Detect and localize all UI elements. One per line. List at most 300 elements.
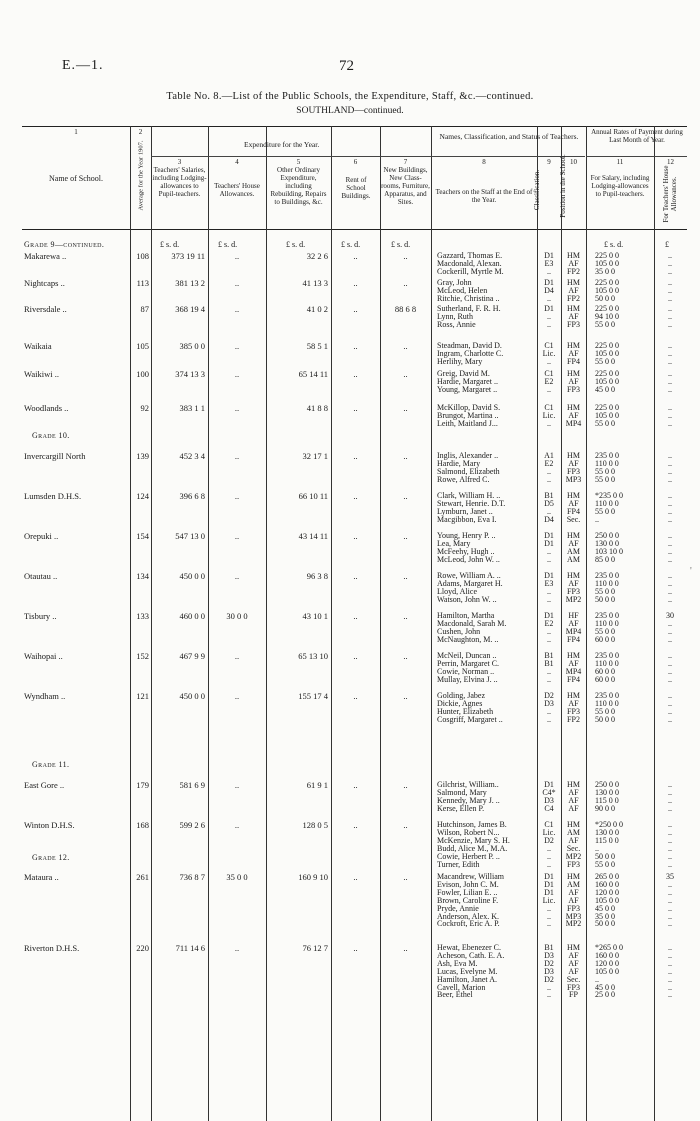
salaries-value: 368 19 4 <box>175 304 205 314</box>
average-attendance: 108 <box>136 251 149 261</box>
teacher-salary: 110 0 0 <box>595 618 619 628</box>
salaries-value: 467 9 9 <box>179 651 205 661</box>
col-number: 12 <box>667 158 674 166</box>
page-header-ref: E.—1. <box>62 58 104 73</box>
school-name: Mataura .. <box>24 872 59 882</box>
teacher-position: AF <box>568 887 579 897</box>
teacher-house-allowance: .. <box>668 698 672 708</box>
teacher-name: Young, Margaret .. <box>437 384 498 394</box>
teacher-house-allowance: .. <box>668 514 672 524</box>
col-number: 10 <box>570 158 577 166</box>
salaries-value: 547 13 0 <box>175 531 205 541</box>
teacher-classification: D1 <box>544 251 554 260</box>
table-title: Table No. 8.—List of the Public Schools, the Expenditure, Staff, &c.—continued. <box>166 91 534 102</box>
teacher-position: AF <box>568 348 579 358</box>
house-allowance-value: .. <box>234 820 240 830</box>
teacher-name: McFeehy, Hugh .. <box>437 546 495 556</box>
teacher-house-allowance: .. <box>668 943 672 952</box>
salaries-value: 450 0 0 <box>179 691 205 701</box>
teachers-group-header: Names, Classification, and Status of Teachers. <box>439 132 579 141</box>
teacher-name: Hutchinson, James B. <box>437 820 507 829</box>
teacher-position: FP3 <box>567 466 580 476</box>
teacher-position: FP3 <box>567 859 580 869</box>
other-expenditure-value: 155 17 4 <box>298 691 328 701</box>
teacher-house-allowance: .. <box>668 466 672 476</box>
teacher-position: Sec. <box>566 843 581 853</box>
col-number: 9 <box>547 158 551 166</box>
unit-label: £ s. d. <box>341 240 361 249</box>
new-buildings-value: .. <box>403 943 408 953</box>
teacher-salary: 160 0 0 <box>595 950 619 960</box>
col-header-school: Name of School. <box>49 174 103 183</box>
new-buildings-value: .. <box>403 341 408 351</box>
col-number: 1 <box>74 128 78 136</box>
teacher-house-allowance: .. <box>668 531 672 540</box>
school-name: East Gore .. <box>24 780 65 790</box>
col-rule <box>654 126 655 1121</box>
house-allowance-value: .. <box>234 451 240 461</box>
teacher-name: Lymburn, Janet .. <box>437 506 493 516</box>
teacher-name: Cowie, Herbert P. .. <box>437 851 500 861</box>
rates-group-header: Annual Rates of Payment during Last Month of Year. <box>591 128 683 144</box>
expenditure-group-header: Expenditure for the Year. <box>244 140 320 149</box>
teacher-house-allowance: .. <box>668 410 672 420</box>
rent-value: .. <box>353 341 358 351</box>
unit-label: £ s. d. <box>391 240 411 249</box>
teacher-salary: .. <box>595 514 599 524</box>
teacher-name: Leith, Maitland J... <box>437 418 498 428</box>
new-buildings-value: .. <box>403 491 408 501</box>
school-name: Woodlands .. <box>24 403 69 413</box>
school-name: Wyndham .. <box>24 691 66 701</box>
teacher-salary: 250 0 0 <box>595 531 619 540</box>
teacher-position: HM <box>567 304 580 313</box>
teacher-salary: 110 0 0 <box>595 658 619 668</box>
teacher-house-allowance: .. <box>668 895 672 905</box>
teacher-classification: .. <box>547 554 551 564</box>
teacher-name: Hamilton, Janet A. <box>437 974 497 984</box>
teacher-position: MP4 <box>565 666 582 676</box>
teacher-house-allowance: .. <box>668 851 672 861</box>
teacher-house-allowance: .. <box>668 859 672 869</box>
teacher-classification: D4 <box>544 285 554 295</box>
col-header-rent: Rent of School Buildings. <box>341 176 371 200</box>
col-header-staff: Teachers on the Staff at the End of the Year. <box>435 188 533 204</box>
teacher-name: Herlihy, Mary <box>437 356 483 366</box>
average-attendance: 220 <box>136 943 149 953</box>
col-number: 4 <box>235 158 239 166</box>
teacher-salary: 60 0 0 <box>595 674 615 684</box>
teacher-house-allowance: .. <box>668 706 672 716</box>
teacher-position: FP3 <box>567 384 580 394</box>
house-allowance-value: .. <box>234 691 240 701</box>
teacher-house-allowance: .. <box>668 403 672 412</box>
other-expenditure-value: 32 17 1 <box>302 451 328 461</box>
col-number: 7 <box>403 158 408 166</box>
teacher-classification: E2 <box>544 458 554 468</box>
teacher-classification: .. <box>547 843 551 853</box>
teacher-salary: 130 0 0 <box>595 538 619 548</box>
salaries-value: 452 3 4 <box>179 451 205 461</box>
teacher-salary: 55 0 0 <box>595 466 615 476</box>
teacher-classification: .. <box>547 311 551 321</box>
salaries-value: 374 13 3 <box>175 369 205 379</box>
teacher-house-allowance: .. <box>668 304 672 313</box>
teacher-classification: E3 <box>544 578 554 588</box>
teacher-salary: 50 0 0 <box>595 293 615 303</box>
teacher-classification: .. <box>547 594 551 604</box>
teacher-salary: 35 0 0 <box>595 911 615 921</box>
teacher-house-allowance: .. <box>668 319 672 329</box>
teacher-classification: .. <box>547 706 551 716</box>
teacher-classification: .. <box>547 634 551 644</box>
grade-heading: Grade 9—continued. <box>24 240 105 249</box>
teacher-classification: .. <box>547 319 551 329</box>
teacher-classification: D2 <box>544 691 554 700</box>
house-allowance-value: 30 0 0 <box>226 611 248 621</box>
teacher-name: Kennedy, Mary J. .. <box>437 795 500 805</box>
teacher-name: Inglis, Alexander .. <box>437 451 499 460</box>
col-number: 8 <box>482 158 486 166</box>
teacher-classification: Lic. <box>542 895 556 905</box>
teacher-classification: .. <box>547 474 551 484</box>
average-attendance: 139 <box>136 451 149 461</box>
new-buildings-value: .. <box>403 278 408 288</box>
teacher-position: FP4 <box>567 356 580 366</box>
teacher-house-allowance: 35 <box>666 872 674 881</box>
teacher-house-allowance: .. <box>668 787 672 797</box>
teacher-house-allowance: .. <box>668 658 672 668</box>
teacher-salary: 105 0 0 <box>595 258 619 268</box>
teacher-salary: 105 0 0 <box>595 410 619 420</box>
teacher-salary: 115 0 0 <box>595 795 619 805</box>
teacher-position: HM <box>567 531 580 540</box>
teacher-salary: 50 0 0 <box>595 919 615 929</box>
teacher-position: HM <box>567 369 580 378</box>
teacher-position: AM <box>567 554 580 564</box>
other-expenditure-value: 65 13 10 <box>298 651 328 661</box>
rent-value: .. <box>353 304 358 314</box>
col-header-salary: For Salary, including Lodging-allowances to Pupil-teachers. <box>590 174 650 198</box>
school-name: Invercargill North <box>24 451 86 461</box>
teacher-name: Perrin, Margaret C. <box>437 658 500 668</box>
average-attendance: 134 <box>136 571 149 581</box>
teacher-salary: 225 0 0 <box>595 369 619 378</box>
rent-value: .. <box>353 531 358 541</box>
teacher-position: AF <box>568 458 579 468</box>
house-allowance-value: .. <box>234 403 240 413</box>
teacher-salary: 50 0 0 <box>595 851 615 861</box>
teacher-house-allowance: .. <box>668 311 672 321</box>
teacher-salary: 225 0 0 <box>595 251 619 260</box>
teacher-house-allowance: .. <box>668 674 672 684</box>
average-attendance: 113 <box>136 278 149 288</box>
teacher-salary: 225 0 0 <box>595 341 619 350</box>
teacher-name: Brungot, Martina .. <box>437 410 499 420</box>
teacher-name: Kerse, Ellen P. <box>437 803 485 813</box>
teacher-salary: 235 0 0 <box>595 451 619 460</box>
teacher-house-allowance: .. <box>668 919 672 929</box>
school-name: Lumsden D.H.S. <box>24 491 82 501</box>
teacher-house-allowance: .. <box>668 285 672 295</box>
school-name: Otautau .. <box>24 571 58 581</box>
teacher-house-allowance: .. <box>668 780 672 789</box>
teacher-position: FP2 <box>567 293 580 303</box>
teacher-house-allowance: .. <box>668 903 672 913</box>
teacher-house-allowance: .. <box>668 634 672 644</box>
teacher-position: HM <box>567 451 580 460</box>
teacher-salary: 265 0 0 <box>595 872 619 881</box>
teacher-name: Lynn, Ruth <box>437 311 474 321</box>
other-expenditure-value: 65 14 11 <box>298 369 328 379</box>
house-allowance-value: .. <box>234 251 240 261</box>
teacher-house-allowance: .. <box>668 974 672 984</box>
teacher-name: Cosgriff, Margaret .. <box>437 714 503 724</box>
teacher-name: Acheson, Cath. E. A. <box>437 950 505 960</box>
teacher-classification: C4* <box>542 787 556 797</box>
col-header-classification: Classification. <box>533 169 541 211</box>
teacher-position: FP3 <box>567 706 580 716</box>
teacher-salary: 60 0 0 <box>595 666 615 676</box>
col-number: 5 <box>296 158 301 166</box>
teacher-classification: D1 <box>544 611 554 620</box>
teacher-position: MP2 <box>565 851 582 861</box>
teacher-salary: 120 0 0 <box>595 958 619 968</box>
rent-value: .. <box>353 611 358 621</box>
teacher-classification: .. <box>547 293 551 303</box>
teacher-house-allowance: .. <box>668 369 672 378</box>
teacher-name: Hewat, Ebenezer C. <box>437 943 501 952</box>
teacher-house-allowance: .. <box>668 651 672 660</box>
school-name: Nightcaps .. <box>24 278 65 288</box>
teacher-salary: 235 0 0 <box>595 611 619 620</box>
teacher-name: McKenzie, Mary S. H. <box>437 835 510 845</box>
teacher-name: Hamilton, Martha <box>437 611 495 620</box>
teacher-house-allowance: .. <box>668 887 672 897</box>
other-expenditure-value: 41 8 8 <box>306 403 328 413</box>
teacher-classification: .. <box>547 586 551 596</box>
teacher-classification: C4 <box>544 803 554 813</box>
average-attendance: 179 <box>136 780 149 790</box>
teacher-house-allowance: .. <box>668 458 672 468</box>
average-attendance: 261 <box>136 872 149 882</box>
teacher-name: Cockroft, Eric A. P. <box>437 919 500 929</box>
rent-value: .. <box>353 780 358 790</box>
teacher-house-allowance: .. <box>668 626 672 636</box>
other-expenditure-value: 43 10 1 <box>302 611 328 621</box>
teacher-position: HM <box>567 820 580 829</box>
new-buildings-value: .. <box>403 531 408 541</box>
grade-heading: Grade 10. <box>32 431 70 440</box>
teacher-salary: 250 0 0 <box>595 780 619 789</box>
teacher-classification: .. <box>547 714 551 724</box>
teacher-name: Lucas, Evelyne M. <box>437 966 498 976</box>
teacher-position: HM <box>567 651 580 660</box>
teacher-position: HM <box>567 571 580 580</box>
teacher-salary: 225 0 0 <box>595 304 619 313</box>
teacher-name: Gilchrist, William.. <box>437 780 499 789</box>
teacher-position: Sec. <box>566 974 581 984</box>
teacher-classification: D1 <box>544 887 554 897</box>
teacher-name: McNeil, Duncan .. <box>437 651 497 660</box>
house-allowance-value: 35 0 0 <box>226 872 248 882</box>
salaries-value: 599 2 6 <box>179 820 205 830</box>
rent-value: .. <box>353 278 358 288</box>
teacher-classification: D2 <box>544 974 554 984</box>
teacher-name: Dickie, Agnes <box>437 698 483 708</box>
teacher-house-allowance: .. <box>668 691 672 700</box>
other-expenditure-value: 61 9 1 <box>306 780 328 790</box>
teacher-position: FP3 <box>567 982 580 992</box>
teacher-name: Ash, Eva M. <box>437 958 478 968</box>
other-expenditure-value: 96 3 8 <box>306 571 328 581</box>
teacher-position: AF <box>568 376 579 386</box>
teacher-name: Turner, Edith <box>437 859 480 869</box>
unit-label: £ s. d. <box>286 240 306 249</box>
new-buildings-value: .. <box>403 451 408 461</box>
rent-value: .. <box>353 571 358 581</box>
rent-value: .. <box>353 451 358 461</box>
teacher-salary: 55 0 0 <box>595 418 615 428</box>
rent-value: .. <box>353 651 358 661</box>
teacher-salary: *235 0 0 <box>595 491 623 500</box>
teacher-house-allowance: .. <box>668 843 672 853</box>
teacher-classification: .. <box>547 626 551 636</box>
teacher-position: FP4 <box>567 674 580 684</box>
teacher-position: AF <box>568 618 579 628</box>
teacher-position: AF <box>568 498 579 508</box>
rent-value: .. <box>353 872 358 882</box>
teacher-house-allowance: .. <box>668 474 672 484</box>
teacher-position: MP4 <box>565 418 582 428</box>
teacher-name: Clark, William H. .. <box>437 491 501 500</box>
teacher-house-allowance: .. <box>668 341 672 350</box>
teacher-house-allowance: .. <box>668 498 672 508</box>
teacher-classification: .. <box>547 546 551 556</box>
other-expenditure-value: 128 0 5 <box>302 820 328 830</box>
teacher-house-allowance: .. <box>668 278 672 287</box>
rent-value: .. <box>353 691 358 701</box>
teacher-house-allowance: .. <box>668 666 672 676</box>
page-number: 72 <box>339 58 354 74</box>
house-allowance-value: .. <box>234 571 240 581</box>
teacher-position: HM <box>567 341 580 350</box>
teacher-position: AF <box>568 958 579 968</box>
teacher-salary: 110 0 0 <box>595 458 619 468</box>
new-buildings-value: .. <box>403 872 408 882</box>
teacher-salary: 50 0 0 <box>595 714 615 724</box>
teacher-salary: 45 0 0 <box>595 982 615 992</box>
teacher-classification: D4 <box>544 514 554 524</box>
school-name: Orepuki .. <box>24 531 59 541</box>
teacher-salary: 235 0 0 <box>595 691 619 700</box>
teacher-classification: D2 <box>544 835 554 845</box>
teacher-salary: 110 0 0 <box>595 498 619 508</box>
teacher-position: HM <box>567 691 580 700</box>
salaries-value: 711 14 6 <box>175 943 205 953</box>
average-attendance: 87 <box>140 304 149 314</box>
teacher-name: Hunter, Elizabeth <box>437 706 494 716</box>
teacher-position: FP3 <box>567 903 580 913</box>
teacher-salary: 60 0 0 <box>595 634 615 644</box>
col-rule <box>431 126 432 1121</box>
col-rule <box>331 126 332 1121</box>
house-allowance-value: .. <box>234 491 240 501</box>
teacher-name: McLeod, John W. .. <box>437 554 500 564</box>
teacher-position: AF <box>568 803 579 813</box>
rent-value: .. <box>353 491 358 501</box>
teacher-classification: .. <box>547 903 551 913</box>
col-number: 11 <box>616 158 624 166</box>
salaries-value: 450 0 0 <box>179 571 205 581</box>
teacher-position: MP2 <box>565 919 582 929</box>
teacher-position: MP2 <box>565 594 582 604</box>
teacher-house-allowance: .. <box>668 546 672 556</box>
new-buildings-value: .. <box>403 780 408 790</box>
new-buildings-value: .. <box>403 403 408 413</box>
house-allowance-value: .. <box>234 531 240 541</box>
teacher-name: Gray, John <box>437 278 472 287</box>
teacher-position: FP2 <box>567 714 580 724</box>
teacher-name: Rowe, Alfred C. <box>437 474 490 484</box>
teacher-house-allowance: 30 <box>666 611 674 620</box>
teacher-house-allowance: .. <box>668 491 672 500</box>
teacher-house-allowance: .. <box>668 714 672 724</box>
teacher-name: Beer, Ethel <box>437 990 473 1000</box>
teacher-salary: 94 10 0 <box>595 311 619 321</box>
other-expenditure-value: 160 9 10 <box>298 872 328 882</box>
house-allowance-value: .. <box>234 369 240 379</box>
teacher-classification: D1 <box>544 872 554 881</box>
teacher-classification: D3 <box>544 698 554 708</box>
teacher-house-allowance: .. <box>668 950 672 960</box>
teacher-position: AF <box>568 787 579 797</box>
teacher-salary: *265 0 0 <box>595 943 623 952</box>
teacher-house-allowance: .. <box>668 820 672 829</box>
teacher-position: HF <box>568 611 579 620</box>
col-rule <box>380 126 381 1121</box>
school-name: Makarewa .. <box>24 251 67 261</box>
teacher-salary: 45 0 0 <box>595 903 615 913</box>
teacher-classification: C1 <box>544 820 554 829</box>
teacher-classification: .. <box>547 859 551 869</box>
teacher-classification: D1 <box>544 780 554 789</box>
teacher-position: FP3 <box>567 586 580 596</box>
teacher-classification: .. <box>547 982 551 992</box>
col-rule <box>151 126 152 1121</box>
teacher-name: Mullay, Elvina J. .. <box>437 674 498 684</box>
teacher-salary: 120 0 0 <box>595 887 619 897</box>
teacher-salary: 105 0 0 <box>595 895 619 905</box>
col-rule <box>266 126 267 1121</box>
col-number: 2 <box>138 128 143 136</box>
teacher-name: Macdonald, Sarah M. <box>437 618 507 628</box>
teacher-house-allowance: .. <box>668 251 672 260</box>
teacher-classification: D1 <box>544 278 554 287</box>
teacher-classification: .. <box>547 356 551 366</box>
teacher-position: AF <box>568 658 579 668</box>
teacher-classification: B1 <box>544 651 554 660</box>
teacher-position: AF <box>568 895 579 905</box>
teacher-name: Anderson, Alex. K. <box>437 911 499 921</box>
average-attendance: 168 <box>136 820 149 830</box>
average-attendance: 92 <box>140 403 149 413</box>
teacher-name: Ross, Annie <box>437 319 476 329</box>
teacher-classification: .. <box>547 666 551 676</box>
teacher-position: MP3 <box>565 474 582 484</box>
teacher-salary: 45 0 0 <box>595 384 615 394</box>
col-number: 3 <box>177 158 182 166</box>
